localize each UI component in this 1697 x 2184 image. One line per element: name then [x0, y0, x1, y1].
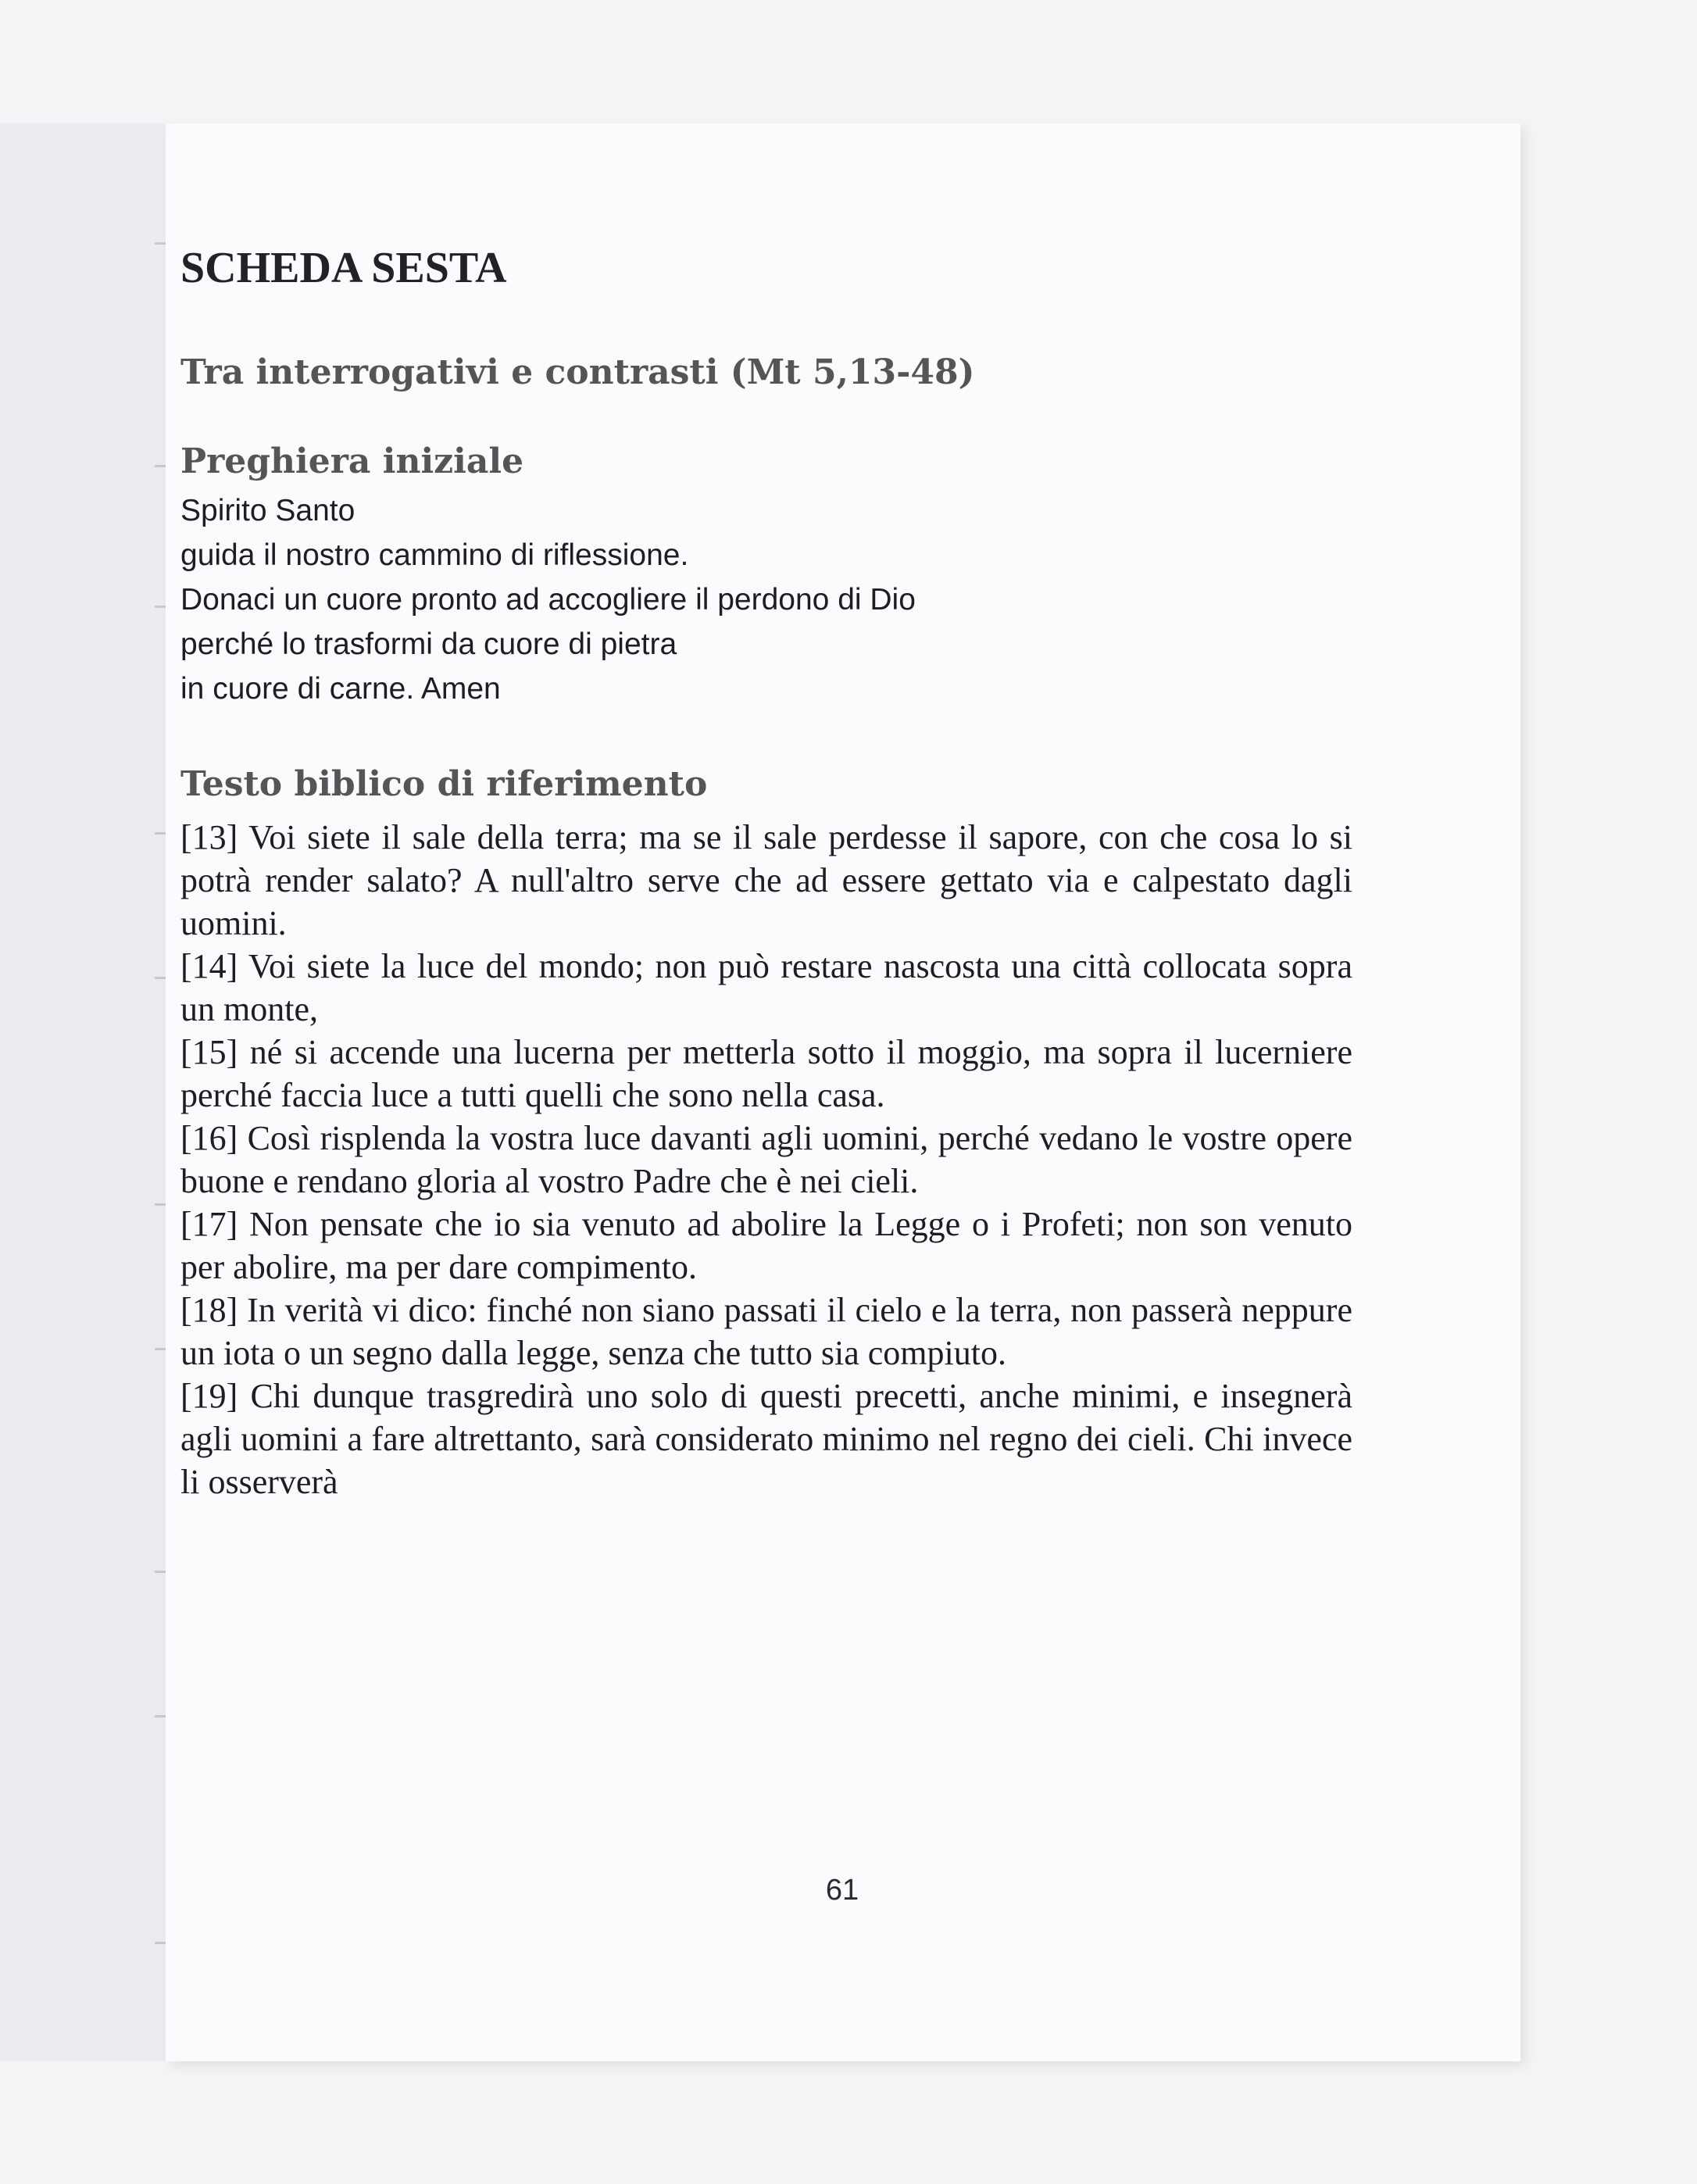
verse: [19] Chi dunque trasgredirà uno solo di questi precetti, anche minimi, e insegnerà agli uomini a fare altrettanto, sarà considerato minimo nel regno dei cieli. Chi invece li osserverà [180, 1377, 1352, 1501]
verse: [15] né si accende una lucerna per metterla sotto il moggio, ma sopra il lucerniere perché faccia luce a tutti quelli che sono nella casa. [180, 1033, 1352, 1114]
section-subheading: Tra interrogativi e contrasti (Mt 5,13-48) [180, 352, 975, 392]
bible-text-title: Testo biblico di riferimento [180, 764, 708, 804]
verse: [18] In verità vi dico: finché non siano passati il cielo e la terra, non passerà neppure un iota o un segno dalla legge, senza che tutto sia compiuto. [180, 1291, 1352, 1372]
left-page-strip [0, 123, 167, 2061]
prayer-line: perché lo trasformi da cuore di pietra [180, 627, 677, 661]
page-content [180, 238, 1352, 1503]
page-number: 61 [825, 1874, 859, 1907]
prayer-text [180, 488, 1352, 711]
page-heading: SCHEDA SESTA [180, 244, 507, 292]
verse: [17] Non pensate che io sia venuto ad abolire la Legge o i Profeti; non son venuto per abolire, ma per dare compimento. [180, 1205, 1352, 1286]
prayer-line: guida il nostro cammino di riflessione. [180, 538, 689, 572]
prayer-line: Donaci un cuore pronto ad accogliere il perdono di Dio [180, 583, 916, 617]
verse: [13] Voi siete il sale della terra; ma se il sale perdesse il sapore, con che cosa lo si potrà render salato? A null'altro serve che ad essere gettato via e calpestato dagli uomini. [180, 818, 1352, 942]
bible-verses [180, 816, 1352, 1503]
prayer-line: Spirito Santo [180, 494, 355, 527]
verse: [16] Così risplenda la vostra luce davanti agli uomini, perché vedano le vostre opere buone e rendano gloria al vostro Padre che è nei cieli. [180, 1119, 1352, 1200]
verse: [14] Voi siete la luce del mondo; non può restare nascosta una città collocata sopra un monte, [180, 947, 1352, 1028]
prayer-title: Preghiera iniziale [180, 441, 524, 481]
prayer-line: in cuore di carne. Amen [180, 672, 501, 706]
